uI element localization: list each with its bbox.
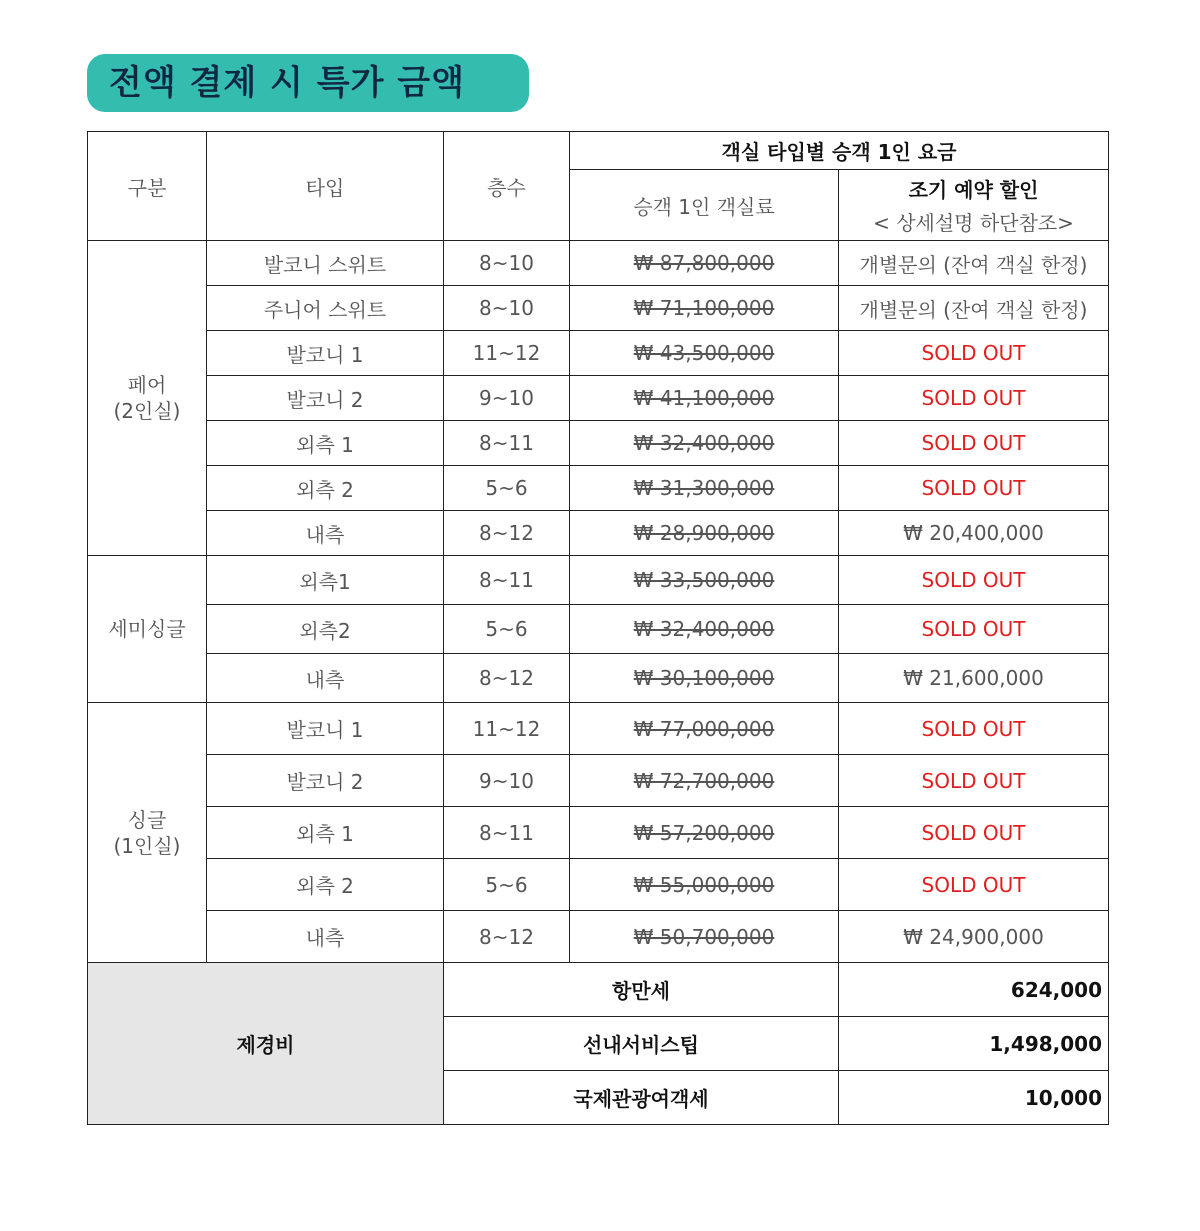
category-cell (88, 703, 207, 963)
table-row (88, 755, 1109, 807)
discount-price-cell: ₩ 24,900,000 (839, 911, 1109, 963)
sold-out-label: SOLD OUT (839, 556, 1109, 605)
discount-price-cell: 개별문의 (잔여 객실 한정) (839, 286, 1109, 331)
category-capacity: (2인실) (113, 399, 181, 423)
header-discount-title: 조기 예약 할인 (908, 178, 1039, 202)
original-price: ₩ 32,400,000 (633, 617, 775, 641)
original-price: ₩ 50,700,000 (633, 924, 775, 949)
floor-cell: 8~10 (444, 286, 570, 331)
fee-name: 국제관광여객세 (444, 1071, 839, 1125)
original-price: ₩ 43,500,000 (633, 341, 775, 365)
sold-out-label: SOLD OUT (839, 421, 1109, 466)
original-price-cell (570, 859, 839, 911)
category-cell (88, 556, 207, 703)
fee-name: 선내서비스팁 (444, 1017, 839, 1071)
price-table (87, 131, 1109, 1125)
category-cell (88, 241, 207, 556)
room-type-cell: 발코니 2 (207, 755, 444, 807)
room-type-cell: 외측1 (207, 556, 444, 605)
room-type-cell: 내측 (207, 911, 444, 963)
original-price-cell (570, 241, 839, 286)
table-row (88, 376, 1109, 421)
original-price-cell (570, 911, 839, 963)
fee-name: 항만세 (444, 963, 839, 1017)
floor-cell: 5~6 (444, 859, 570, 911)
original-price-cell (570, 466, 839, 511)
table-row (88, 605, 1109, 654)
table-row (88, 421, 1109, 466)
original-price: ₩ 32,400,000 (633, 431, 775, 455)
sold-out-label: SOLD OUT (839, 807, 1109, 859)
header-price: 승객 1인 객실료 (570, 170, 839, 241)
floor-cell: 8~11 (444, 556, 570, 605)
floor-cell: 8~12 (444, 511, 570, 556)
original-price: ₩ 71,100,000 (633, 296, 775, 320)
category-capacity: (1인실) (113, 833, 181, 858)
sold-out-label: SOLD OUT (839, 605, 1109, 654)
header-category: 구분 (88, 132, 207, 241)
original-price: ₩ 87,800,000 (633, 251, 775, 275)
original-price: ₩ 30,100,000 (633, 666, 775, 690)
original-price-cell (570, 286, 839, 331)
page-title: 전액 결제 시 특가 금액 (87, 54, 529, 112)
sold-out-label: SOLD OUT (839, 331, 1109, 376)
room-type-cell: 외측2 (207, 605, 444, 654)
floor-cell: 8~11 (444, 421, 570, 466)
original-price-cell (570, 421, 839, 466)
discount-price-cell: 개별문의 (잔여 객실 한정) (839, 241, 1109, 286)
table-row (88, 331, 1109, 376)
floor-cell: 5~6 (444, 466, 570, 511)
floor-cell: 11~12 (444, 703, 570, 755)
table-row (88, 466, 1109, 511)
header-type: 타입 (207, 132, 444, 241)
table-row (88, 654, 1109, 703)
original-price-cell (570, 556, 839, 605)
room-type-cell: 외측 2 (207, 859, 444, 911)
original-price-cell (570, 807, 839, 859)
fee-amount: 1,498,000 (839, 1017, 1109, 1071)
original-price: ₩ 31,300,000 (633, 476, 775, 500)
table-row (88, 859, 1109, 911)
sold-out-label: SOLD OUT (839, 703, 1109, 755)
floor-cell: 5~6 (444, 605, 570, 654)
room-type-cell: 내측 (207, 654, 444, 703)
floor-cell: 8~10 (444, 241, 570, 286)
original-price: ₩ 33,500,000 (633, 568, 775, 592)
sold-out-label: SOLD OUT (839, 466, 1109, 511)
floor-cell: 9~10 (444, 755, 570, 807)
table-row (88, 511, 1109, 556)
sold-out-label: SOLD OUT (839, 755, 1109, 807)
original-price: ₩ 55,000,000 (633, 872, 775, 897)
original-price: ₩ 77,000,000 (633, 716, 775, 741)
original-price-cell (570, 376, 839, 421)
room-type-cell: 발코니 1 (207, 331, 444, 376)
original-price-cell (570, 755, 839, 807)
floor-cell: 8~12 (444, 911, 570, 963)
discount-price-cell: ₩ 20,400,000 (839, 511, 1109, 556)
room-type-cell: 외측 1 (207, 421, 444, 466)
original-price-cell (570, 703, 839, 755)
table-row (88, 286, 1109, 331)
category-name: 싱글 (127, 807, 167, 832)
original-price: ₩ 57,200,000 (633, 820, 775, 845)
fee-amount: 624,000 (839, 963, 1109, 1017)
room-type-cell: 발코니 2 (207, 376, 444, 421)
header-discount (839, 170, 1109, 241)
table-row (88, 911, 1109, 963)
room-type-cell: 외측 1 (207, 807, 444, 859)
room-type-cell: 발코니 스위트 (207, 241, 444, 286)
category-name: 페어 (127, 373, 167, 397)
category-name: 세미싱글 (108, 617, 186, 641)
sold-out-label: SOLD OUT (839, 859, 1109, 911)
original-price-cell (570, 654, 839, 703)
header-discount-note: < 상세설명 하단참조> (873, 211, 1074, 235)
floor-cell: 8~12 (444, 654, 570, 703)
fee-row (88, 963, 1109, 1017)
room-type-cell: 주니어 스위트 (207, 286, 444, 331)
table-row (88, 241, 1109, 286)
original-price: ₩ 28,900,000 (633, 521, 775, 545)
table-row (88, 556, 1109, 605)
fee-amount: 10,000 (839, 1071, 1109, 1125)
discount-price-cell: ₩ 21,600,000 (839, 654, 1109, 703)
original-price-cell (570, 331, 839, 376)
room-type-cell: 발코니 1 (207, 703, 444, 755)
fees-label: 제경비 (88, 963, 444, 1125)
original-price-cell (570, 605, 839, 654)
original-price: ₩ 72,700,000 (633, 768, 775, 793)
sold-out-label: SOLD OUT (839, 376, 1109, 421)
header-floor: 층수 (444, 132, 570, 241)
floor-cell: 8~11 (444, 807, 570, 859)
room-type-cell: 내측 (207, 511, 444, 556)
table-body (88, 241, 1109, 1125)
table-row (88, 703, 1109, 755)
floor-cell: 9~10 (444, 376, 570, 421)
original-price-cell (570, 511, 839, 556)
header-group: 객실 타입별 승객 1인 요금 (570, 132, 1109, 170)
table-row (88, 807, 1109, 859)
original-price: ₩ 41,100,000 (633, 386, 775, 410)
floor-cell: 11~12 (444, 331, 570, 376)
room-type-cell: 외측 2 (207, 466, 444, 511)
